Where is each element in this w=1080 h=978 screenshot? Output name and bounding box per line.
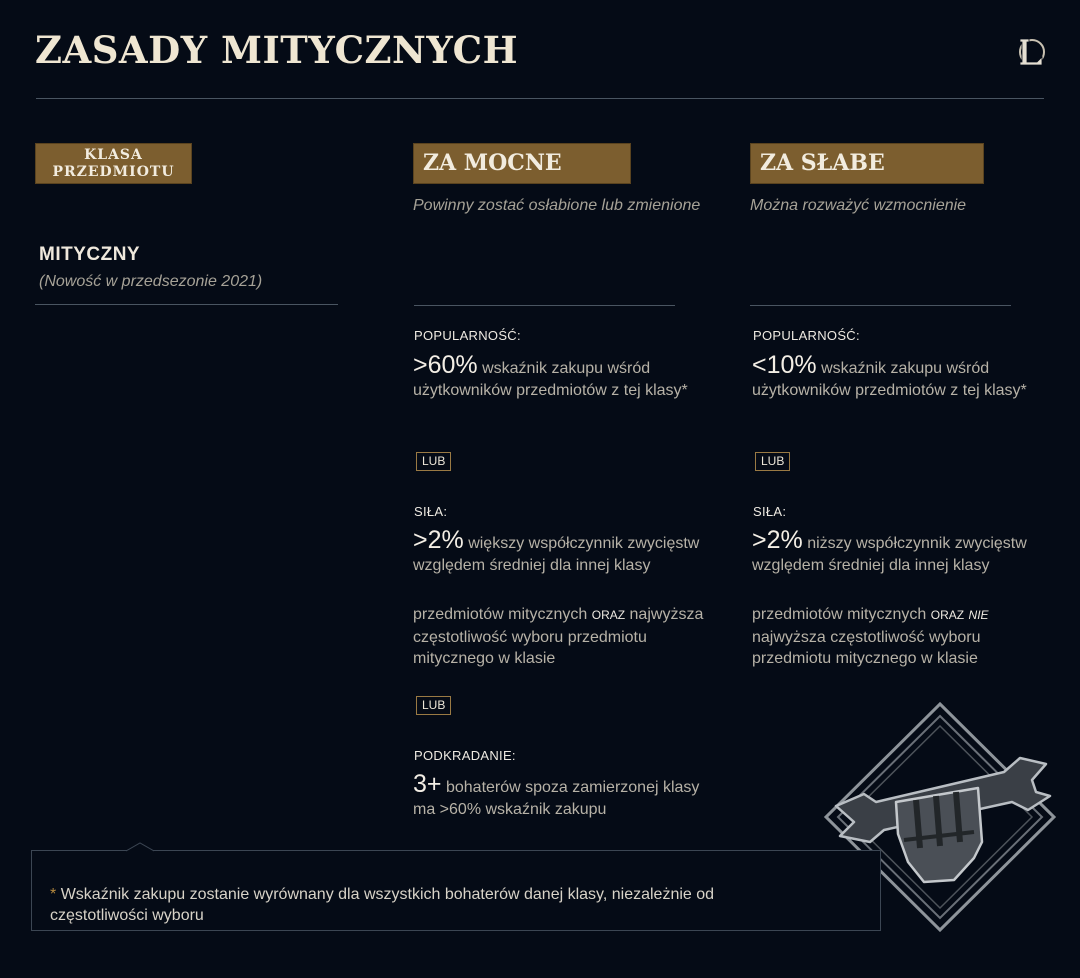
strong-stealing-value: 3+ <box>413 770 442 798</box>
weak-power-value: >2% <box>752 526 803 554</box>
weak-popularity-value: <10% <box>752 351 817 379</box>
too-strong-badge: ZA MOCNE <box>413 143 631 184</box>
strong-power-cont-text: przedmiotów mitycznych <box>413 606 588 623</box>
weak-power-cont-text2: najwyższa częstotliwość wyboru przedmiotu mitycznego w klasie <box>752 628 981 667</box>
mythic-class-note: (Nowość w przedsezonie 2021) <box>39 273 263 290</box>
strong-popularity-text: wskaźnik zakupu wśród użytkowników przedmiotów z tej klasy* <box>413 360 688 399</box>
mythic-class-name: MITYCZNY <box>39 244 141 265</box>
footnote-pointer <box>126 842 154 858</box>
weak-power-text: niższy współczynnik zwycięstw względem średniej dla innej klasy <box>752 535 1027 574</box>
weak-popularity-rule <box>752 351 1044 401</box>
weak-power-continuation <box>752 604 1044 670</box>
weak-popularity-text: wskaźnik zakupu wśród użytkowników przedmiotów z tej klasy* <box>752 360 1027 399</box>
weak-power-rule <box>752 526 1044 576</box>
weak-not-conjunction: NIE <box>968 608 989 622</box>
strong-popularity-label: POPULARNOŚĆ: <box>414 328 521 343</box>
or-tag: LUB <box>416 696 451 715</box>
too-strong-subtitle: Powinny zostać osłabione lub zmienione <box>413 197 701 214</box>
header-divider <box>36 98 1044 99</box>
strong-stealing-label: PODKRADANIE: <box>414 748 516 763</box>
strong-stealing-text: bohaterów spoza zamierzonej klasy ma >60% wskaźnik zakupu <box>413 779 700 818</box>
or-tag: LUB <box>416 452 451 471</box>
too-weak-subtitle: Można rozważyć wzmocnienie <box>750 197 967 214</box>
weak-popularity-label: POPULARNOŚĆ: <box>753 328 860 343</box>
strong-power-value: >2% <box>413 526 464 554</box>
strong-popularity-value: >60% <box>413 351 478 379</box>
footnote-text <box>50 884 770 926</box>
footnote-content: Wskaźnik zakupu zostanie wyrównany dla wszystkich bohaterów danej klasy, niezależnie od częstotliwości wyboru <box>50 886 715 924</box>
weak-power-label: SIŁA: <box>753 504 787 519</box>
or-tag: LUB <box>755 452 790 471</box>
class-divider <box>35 304 338 305</box>
weak-power-cont-text: przedmiotów mitycznych <box>752 606 927 623</box>
strong-popularity-rule <box>413 351 705 401</box>
strong-power-text: większy współczynnik zwycięstw względem średniej dla innej klasy <box>413 535 700 574</box>
strong-power-label: SIŁA: <box>414 504 448 519</box>
page-title: ZASADY MITYCZNYCH <box>35 28 519 72</box>
item-class-badge: KLASA PRZEDMIOTU <box>35 143 192 184</box>
strong-power-continuation <box>413 604 705 670</box>
strong-power-rule <box>413 526 705 576</box>
strong-power-cont-text2: najwyższa częstotliwość wyboru przedmiotu mitycznego w klasie <box>413 606 704 667</box>
league-of-legends-logo-icon <box>1016 36 1046 68</box>
footnote-star: * <box>50 886 57 903</box>
weak-divider <box>750 305 1011 306</box>
too-weak-badge: ZA SŁABE <box>750 143 984 184</box>
weak-and-conjunction: ORAZ <box>930 608 965 622</box>
strong-and-conjunction: ORAZ <box>591 608 626 622</box>
strong-stealing-rule <box>413 770 705 820</box>
strong-divider <box>414 305 675 306</box>
